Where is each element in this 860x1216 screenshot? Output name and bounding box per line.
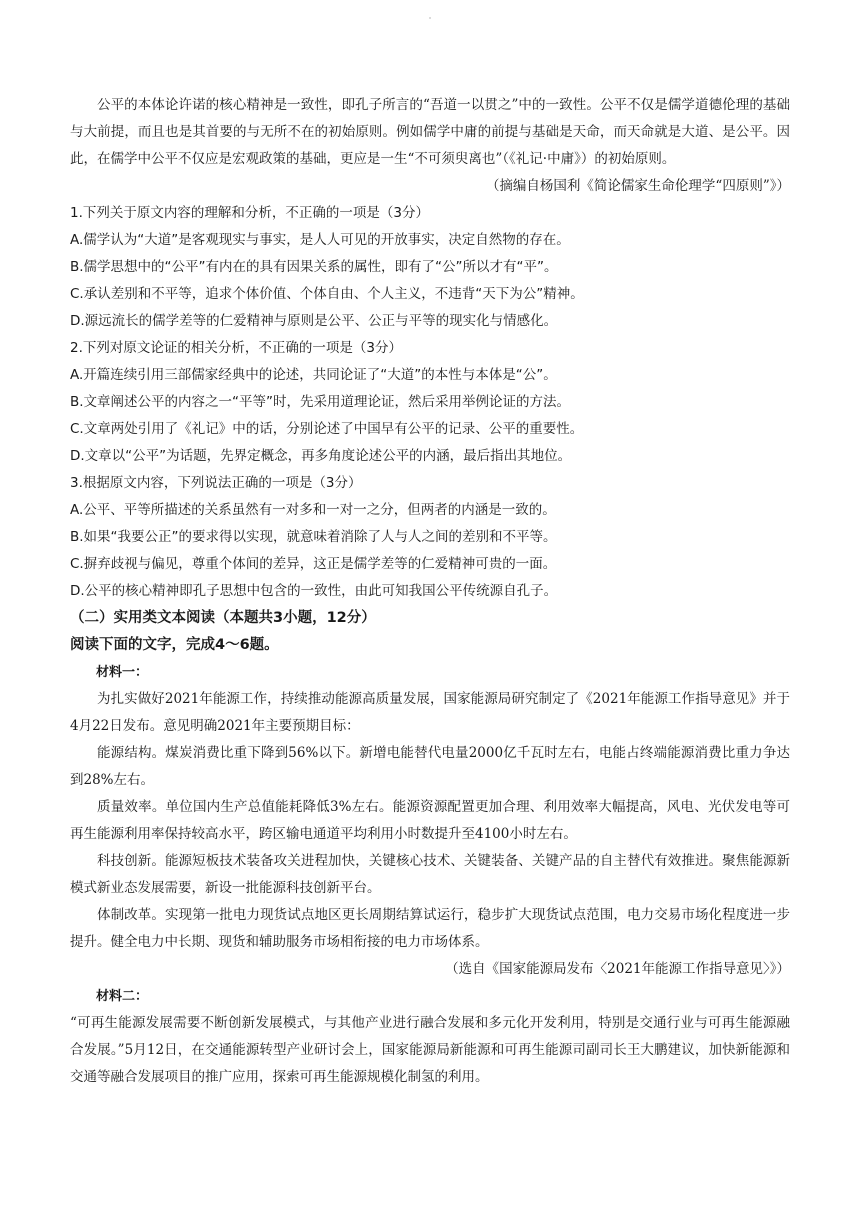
document-page xyxy=(70,92,790,1091)
question-option: A.开篇连续引用三部儒家经典中的论述，共同论证了“大道”的本性与本体是“公”。 xyxy=(70,367,557,383)
question-stem: 2.下列对原文论证的相关分析，不正确的一项是（3分） xyxy=(70,340,402,356)
material-2-paragraph: “可再生能源发展需要不断创新发展模式，与其他产业进行融合发展和多元化开发利用，特别是交通行业与可再生能源融合发展。”5月12日，在交通能源转型产业研讨会上，国家能源局新能源和可再生能源司副司长王大鹏建议，加快新能源和交通等融合发展项目的推广应用，探索可再生能源规模化制氢的利用。 xyxy=(70,1015,790,1085)
section-instruction: 阅读下面的文字，完成4～6题。 xyxy=(70,637,279,653)
material-1-paragraph: 为扎实做好2021年能源工作，持续推动能源高质量发展，国家能源局研究制定了《2021年能源工作指导意见》并于4月22日发布。意见明确2021年主要预期目标： xyxy=(70,691,790,734)
question-option: D.文章以“公平”为话题，先界定概念，再多角度论述公平的内涵，最后指出其地位。 xyxy=(70,448,572,464)
question-option: C.摒弃歧视与偏见，尊重个体间的差异，这正是儒学差等的仁爱精神可贵的一面。 xyxy=(70,556,557,572)
question-2 xyxy=(70,335,790,470)
question-option: D.公平的核心精神即孔子思想中包含的一致性，由此可知我国公平传统源自孔子。 xyxy=(70,583,558,599)
material-1-paragraph: 体制改革。实现第一批电力现货试点地区更长周期结算试运行，稳步扩大现货试点范围，电力交易市场化程度进一步提升。健全电力中长期、现货和辅助服务市场相衔接的电力市场体系。 xyxy=(70,907,790,950)
question-option: B.文章阐述公平的内容之一“平等”时，先采用道理论证，然后采用举例论证的方法。 xyxy=(70,394,571,410)
material-1-source: （选自《国家能源局发布〈2021年能源工作指导意见〉》） xyxy=(445,961,790,977)
question-stem: 1.下列关于原文内容的理解和分析，不正确的一项是（3分） xyxy=(70,205,429,221)
question-option: A.公平、平等所描述的关系虽然有一对多和一对一之分，但两者的内涵是一致的。 xyxy=(70,502,556,518)
question-option: B.儒学思想中的“公平”有内在的具有因果关系的属性，即有了“公”所以才有“平”。 xyxy=(70,259,558,275)
material-1-label: 材料一： xyxy=(96,665,149,680)
question-option: C.文章两处引用了《礼记》中的话，分别论述了中国早有公平的记录、公平的重要性。 xyxy=(70,421,584,437)
question-3 xyxy=(70,470,790,605)
section-title: （二）实用类文本阅读（本题共3小题，12分） xyxy=(70,610,376,626)
material-1-paragraph: 科技创新。能源短板技术装备攻关进程加快，关键核心技术、关键装备、关键产品的自主替代有效推进。聚焦能源新模式新业态发展需要，新设一批能源科技创新平台。 xyxy=(70,853,790,896)
question-option: D.源远流长的儒学差等的仁爱精神与原则是公平、公正与平等的现实化与情感化。 xyxy=(70,313,558,329)
question-stem: 3.根据原文内容，下列说法正确的一项是（3分） xyxy=(70,475,362,491)
question-option: C.承认差别和不平等，追求个体价值、个体自由、个人主义，不违背“天下为公”精神。 xyxy=(70,286,584,302)
passage-source: （摘编自杨国利《简论儒家生命伦理学“四原则”》） xyxy=(485,178,790,194)
material-1-paragraph: 能源结构。煤炭消费比重下降到56%以下。新增电能替代电量2000亿千瓦时左右，电能占终端能源消费比重力争达到28%左右。 xyxy=(70,745,790,788)
material-2-label: 材料二： xyxy=(96,989,149,1004)
header-mark: · xyxy=(428,14,432,23)
material-1-paragraph: 质量效率。单位国内生产总值能耗降低3%左右。能源资源配置更加合理、利用效率大幅提高，风电、光伏发电等可再生能源利用率保持较高水平，跨区输电通道平均利用小时数提升至4100小时左右。 xyxy=(70,799,790,842)
passage-paragraph: 公平的本体论许诺的核心精神是一致性，即孔子所言的“吾道一以贯之”中的一致性。公平不仅是儒学道德伦理的基础与大前提，而且也是其首要的与无所不在的初始原则。例如儒学中庸的前提与基础是天命，而天命就是大道、是公平。因此，在儒学中公平不仅应是宏观政策的基础，更应是一生“不可须臾离也”（《礼记·中庸》）的初始原则。 xyxy=(70,97,790,167)
question-option: B.如果“我要公正”的要求得以实现，就意味着消除了人与人之间的差别和不平等。 xyxy=(70,529,557,545)
question-option: A.儒学认为“大道”是客观现实与事实，是人人可见的开放事实，决定自然物的存在。 xyxy=(70,232,570,248)
question-1 xyxy=(70,200,790,335)
